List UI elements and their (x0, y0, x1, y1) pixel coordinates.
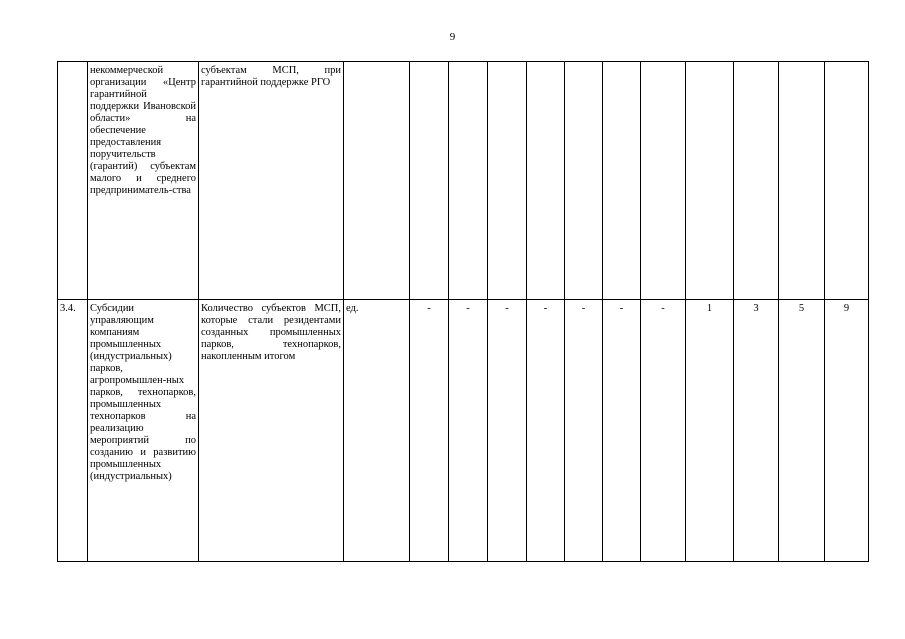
page-number: 9 (449, 31, 456, 43)
value-cell (734, 62, 779, 300)
value-cell (410, 62, 449, 300)
unit-cell (344, 62, 410, 300)
value-cell: 9 (825, 300, 869, 562)
value-cell: 3 (734, 300, 779, 562)
table-row (58, 300, 869, 562)
indicator-name-cell: Количество субъектов МСП, которые стали резидентами созданных промышленных парков, технопарков, накопленным итогом (199, 300, 344, 562)
measure-name-cell: некоммерческой организации «Центр гарантийной поддержки Ивановской области» на обеспечение предоставления поручительств (гарантий) субъектам малого и среднего предприниматель-ства (88, 62, 199, 300)
value-cell: - (603, 300, 641, 562)
value-cell: 5 (779, 300, 825, 562)
value-cell: - (527, 300, 565, 562)
value-cell: - (410, 300, 449, 562)
value-cell (603, 62, 641, 300)
value-cell: - (565, 300, 603, 562)
indicator-name-cell: субъектам МСП, при гарантийной поддержке РГО (199, 62, 344, 300)
row-number-cell (58, 62, 88, 300)
value-cell (449, 62, 488, 300)
value-cell: - (449, 300, 488, 562)
value-cell (779, 62, 825, 300)
row-number-cell: 3.4. (58, 300, 88, 562)
unit-cell: ед. (344, 300, 410, 562)
value-cell: 1 (686, 300, 734, 562)
value-cell (825, 62, 869, 300)
value-cell (641, 62, 686, 300)
value-cell (527, 62, 565, 300)
value-cell (488, 62, 527, 300)
value-cell: - (488, 300, 527, 562)
value-cell (686, 62, 734, 300)
value-cell: - (641, 300, 686, 562)
table-row (58, 62, 869, 300)
indicators-table (57, 61, 869, 562)
value-cell (565, 62, 603, 300)
measure-name-cell: Субсидии управляющим компаниям промышленных (индустриальных) парков, агропромышлен-ных парков, технопарков, промышленных технопарков на реализацию мероприятий по созданию и развитию промышленных (индустриальных) (88, 300, 199, 562)
